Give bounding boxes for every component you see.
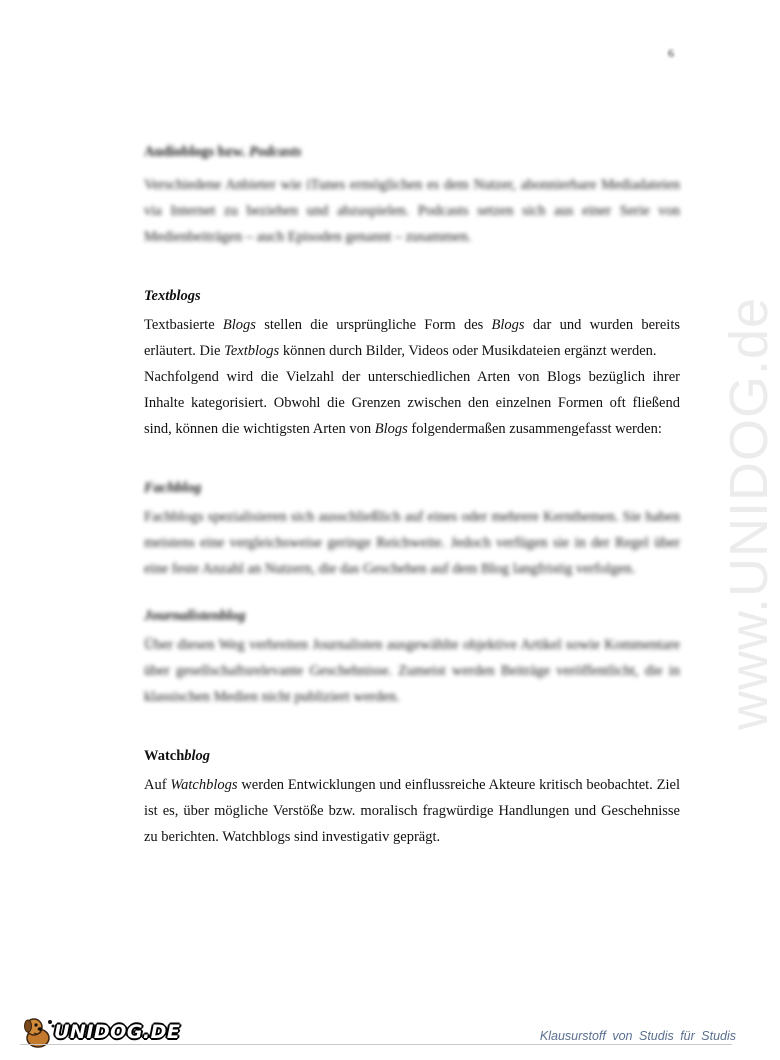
text-run-italic: Blogs (491, 317, 525, 333)
text-run-italic: Blogs (374, 421, 408, 437)
paragraph-fachblog: Fachblogs spezialisieren sich ausschließlich auf eines oder mehrere Kernthemen. Sie haben meistens eine vergleichsweise geringe Reichweite. Jedoch verfügen sie in der Regel über eine feste Anzahl an Nutzern, die das Geschehen auf dem Blog langfristig verfolgen. (144, 509, 680, 577)
section-heading-journalistenblog (144, 606, 680, 626)
text-run: Nachfolgend wird die Vielzahl der unterschiedlichen Arten von Blogs bezüglich ihrer Inhalte kategorisiert. Obwohl die Grenzen zwischen den einzelnen Formen oft fließend sind, können die wichtigsten Arten von (144, 369, 680, 437)
text-run: Auf (144, 777, 171, 793)
logo-text: UNIDOG.DE (54, 1021, 181, 1043)
paragraph-audioblogs: Verschiedene Anbieter wie iTunes ermöglichen es dem Nutzer, abonnierbare Mediadateien via Internet zu beziehen und abzuspielen. Podcasts setzen sich aus einer Serie von Medienbeiträgen – auch Episoden genannt – zusammen. (144, 177, 680, 245)
page-number: 6 (668, 46, 674, 60)
paragraph-watchblog (144, 772, 680, 850)
heading-text-italic: Journalistenblog (144, 608, 246, 624)
heading-text-italic: Fachblog (144, 480, 202, 496)
text-run: werden Entwicklungen und einflussreiche Akteure kritisch beobachtet. Ziel ist es, über mögliche Verstöße bzw. moralisch fragwürdige Handlungen und Geschehnisse zu berichten. Watchblogs sind investigativ geprägt. (144, 777, 680, 845)
section-fachblog (144, 478, 680, 582)
text-run: Textbasierte (144, 317, 223, 333)
paragraph-textblogs-2 (144, 364, 680, 442)
text-run: können durch Bilder, Videos oder Musikdateien ergänzt werden. (279, 343, 657, 359)
document-body (144, 142, 680, 850)
heading-text-italic: Podcasts (249, 144, 302, 160)
heading-text: Audioblogs bzw. (144, 144, 250, 160)
heading-text-italic: Textblogs (144, 288, 201, 304)
section-heading-audioblogs (144, 142, 680, 162)
section-heading-watchblog (144, 746, 680, 766)
text-run-italic: Textblogs (224, 343, 280, 359)
text-run-italic: Blogs (222, 317, 256, 333)
text-run: folgendermaßen zusammengefasst werden: (407, 421, 662, 437)
text-run: dar und wurden bereits erläutert. Die (144, 317, 680, 359)
paragraph-journalistenblog: Über diesen Weg verbreiten Journalisten ausgewählte objektive Artikel sowie Kommentare über gesellschaftsrelevante Geschehnisse. Zumeist werden Beiträge veröffentlicht, die in klassischen Medien nicht publiziert werden. (144, 637, 680, 705)
section-watchblog (144, 746, 680, 850)
text-run: stellen die ursprüngliche Form des (255, 317, 492, 333)
watermark-url: www.UNIDOG.de (719, 296, 779, 730)
section-audioblogs (144, 142, 680, 250)
heading-text: Watch (144, 748, 185, 764)
heading-text-italic: blog (184, 748, 211, 764)
section-heading-fachblog (144, 478, 680, 498)
section-textblogs (144, 286, 680, 442)
footer-claim: Klausurstoff von Studis für Studis (539, 1029, 736, 1043)
section-heading-textblogs (144, 286, 680, 306)
section-journalistenblog (144, 606, 680, 710)
text-run-italic: Watchblogs (170, 777, 238, 793)
footer-divider (20, 1044, 732, 1045)
paragraph-textblogs-1 (144, 312, 680, 364)
